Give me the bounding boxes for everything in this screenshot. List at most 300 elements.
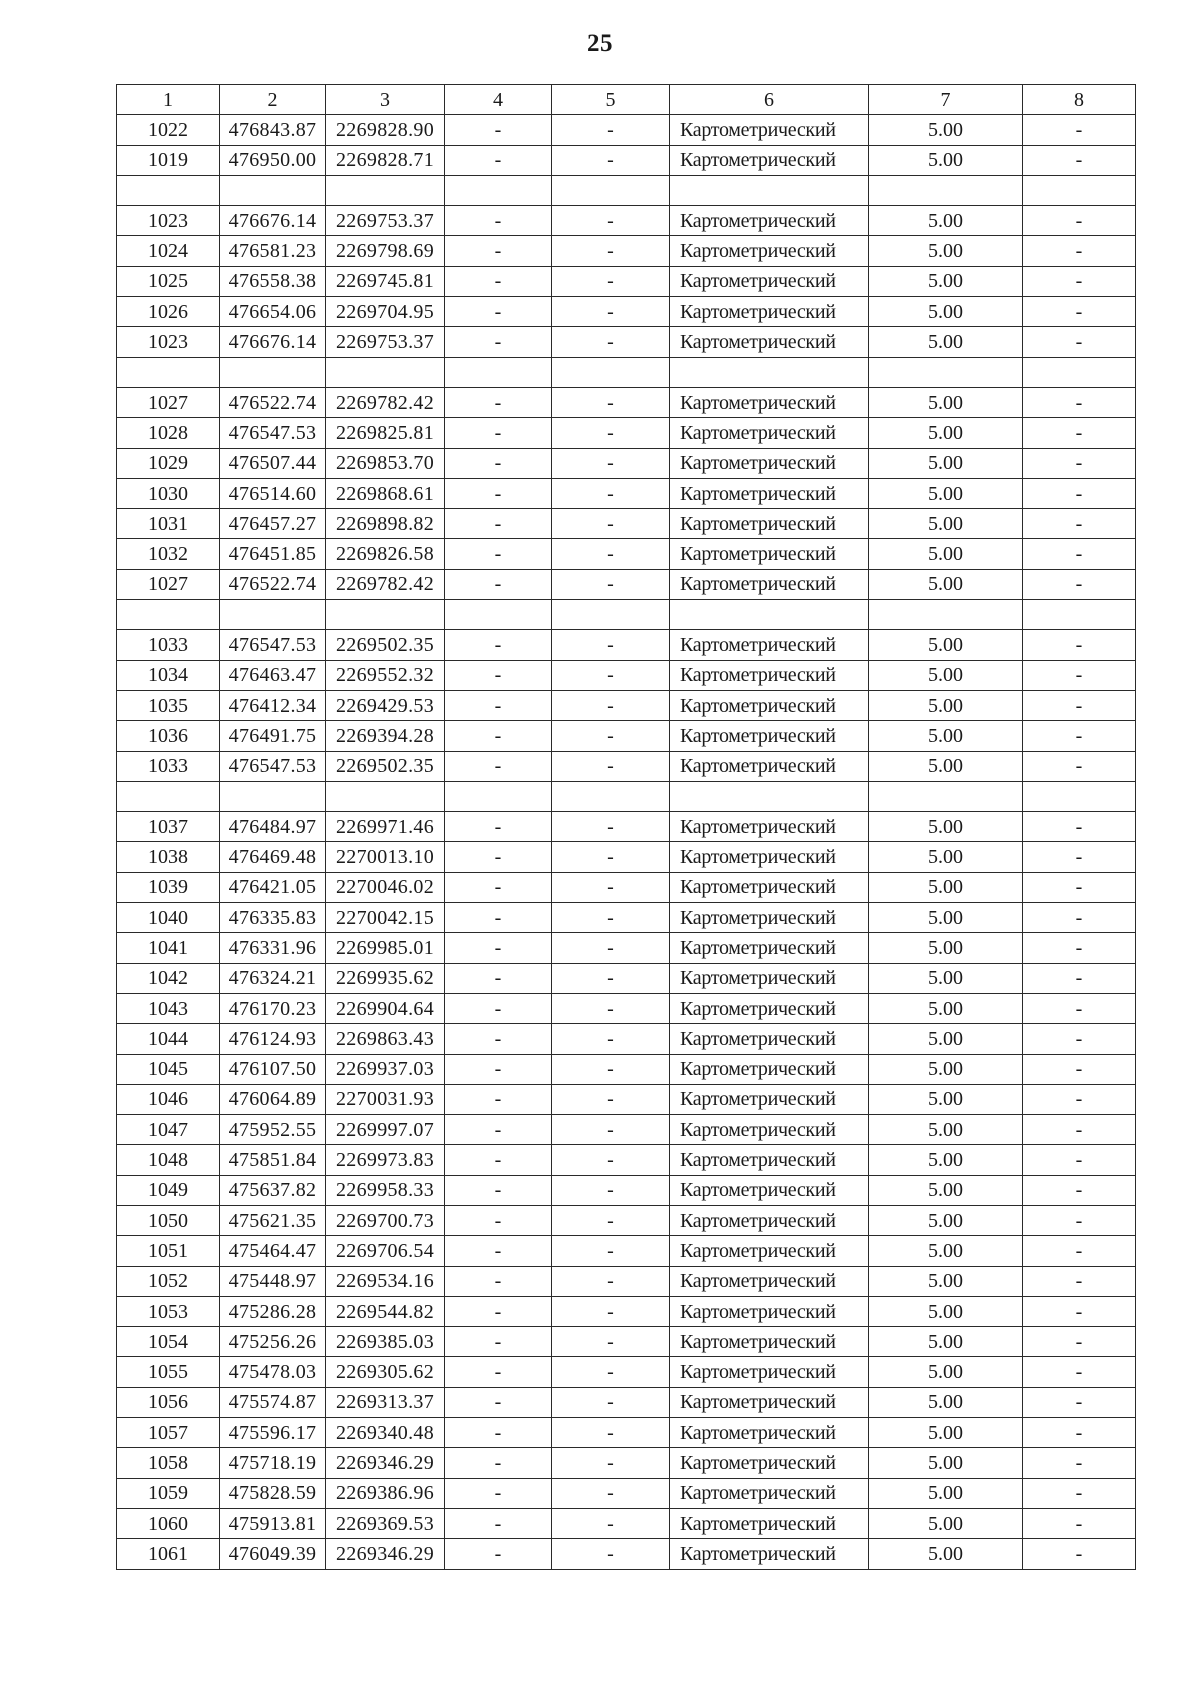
table-separator-row xyxy=(117,600,1136,630)
table-row xyxy=(117,1145,1136,1175)
cell-x-coordinate: 476547.53 xyxy=(220,751,326,781)
cell-x-coordinate: 475464.47 xyxy=(220,1236,326,1266)
cell-col-8: - xyxy=(1023,963,1136,993)
table-row xyxy=(117,630,1136,660)
cell-point-number: 1049 xyxy=(117,1175,220,1205)
cell-col-4: - xyxy=(445,993,552,1023)
table-row xyxy=(117,1387,1136,1417)
cell-col-8 xyxy=(1023,175,1136,205)
cell-col-8: - xyxy=(1023,660,1136,690)
cell-accuracy: 5.00 xyxy=(869,1357,1023,1387)
cell-col-8: - xyxy=(1023,751,1136,781)
cell-point-number: 1033 xyxy=(117,751,220,781)
cell-col-5 xyxy=(552,600,670,630)
cell-y-coordinate: 2269826.58 xyxy=(326,539,445,569)
cell-accuracy: 5.00 xyxy=(869,660,1023,690)
cell-accuracy xyxy=(869,175,1023,205)
cell-point-number: 1055 xyxy=(117,1357,220,1387)
cell-x-coordinate: 475851.84 xyxy=(220,1145,326,1175)
cell-col-5: - xyxy=(552,1266,670,1296)
cell-point-number: 1039 xyxy=(117,872,220,902)
cell-method: Картометрический xyxy=(670,1357,869,1387)
cell-col-4: - xyxy=(445,1145,552,1175)
cell-method: Картометрический xyxy=(670,1418,869,1448)
cell-col-8: - xyxy=(1023,812,1136,842)
cell-accuracy: 5.00 xyxy=(869,1418,1023,1448)
cell-method: Картометрический xyxy=(670,115,869,145)
cell-x-coordinate: 476124.93 xyxy=(220,1024,326,1054)
cell-accuracy: 5.00 xyxy=(869,1205,1023,1235)
cell-col-5: - xyxy=(552,721,670,751)
cell-col-4 xyxy=(445,600,552,630)
cell-col-8: - xyxy=(1023,297,1136,327)
cell-col-8: - xyxy=(1023,690,1136,720)
cell-x-coordinate: 476421.05 xyxy=(220,872,326,902)
cell-method: Картометрический xyxy=(670,206,869,236)
cell-accuracy: 5.00 xyxy=(869,1478,1023,1508)
cell-point-number: 1060 xyxy=(117,1508,220,1538)
cell-y-coordinate: 2269346.29 xyxy=(326,1539,445,1569)
cell-col-5: - xyxy=(552,963,670,993)
cell-y-coordinate: 2269429.53 xyxy=(326,690,445,720)
cell-col-8: - xyxy=(1023,933,1136,963)
cell-x-coordinate: 476049.39 xyxy=(220,1539,326,1569)
cell-y-coordinate: 2269313.37 xyxy=(326,1387,445,1417)
cell-accuracy: 5.00 xyxy=(869,569,1023,599)
cell-method: Картометрический xyxy=(670,1327,869,1357)
cell-x-coordinate: 476484.97 xyxy=(220,812,326,842)
cell-accuracy: 5.00 xyxy=(869,478,1023,508)
cell-method: Картометрический xyxy=(670,630,869,660)
cell-y-coordinate: 2269552.32 xyxy=(326,660,445,690)
cell-col-5: - xyxy=(552,115,670,145)
cell-col-4: - xyxy=(445,1418,552,1448)
cell-x-coordinate: 476558.38 xyxy=(220,266,326,296)
table-row xyxy=(117,903,1136,933)
cell-col-8: - xyxy=(1023,721,1136,751)
table-row xyxy=(117,872,1136,902)
cell-method: Картометрический xyxy=(670,418,869,448)
cell-col-8: - xyxy=(1023,145,1136,175)
cell-method: Картометрический xyxy=(670,509,869,539)
cell-point-number: 1030 xyxy=(117,478,220,508)
cell-col-8: - xyxy=(1023,1115,1136,1145)
cell-col-5: - xyxy=(552,1478,670,1508)
cell-col-4: - xyxy=(445,509,552,539)
cell-col-8: - xyxy=(1023,418,1136,448)
table-row xyxy=(117,1357,1136,1387)
cell-col-8: - xyxy=(1023,630,1136,660)
cell-point-number: 1019 xyxy=(117,145,220,175)
cell-col-5: - xyxy=(552,327,670,357)
cell-col-4: - xyxy=(445,236,552,266)
cell-method: Картометрический xyxy=(670,569,869,599)
cell-x-coordinate: 475718.19 xyxy=(220,1448,326,1478)
cell-x-coordinate: 476507.44 xyxy=(220,448,326,478)
cell-col-4: - xyxy=(445,933,552,963)
cell-method xyxy=(670,600,869,630)
cell-y-coordinate: 2269798.69 xyxy=(326,236,445,266)
cell-point-number: 1027 xyxy=(117,569,220,599)
cell-method: Картометрический xyxy=(670,842,869,872)
cell-method: Картометрический xyxy=(670,1145,869,1175)
cell-col-4: - xyxy=(445,660,552,690)
cell-y-coordinate: 2269369.53 xyxy=(326,1508,445,1538)
cell-y-coordinate: 2269971.46 xyxy=(326,812,445,842)
cell-method: Картометрический xyxy=(670,1024,869,1054)
cell-col-5: - xyxy=(552,660,670,690)
cell-method: Картометрический xyxy=(670,297,869,327)
cell-x-coordinate: 476331.96 xyxy=(220,933,326,963)
table-row xyxy=(117,1175,1136,1205)
table-row xyxy=(117,751,1136,781)
table-row xyxy=(117,1296,1136,1326)
cell-x-coordinate: 476654.06 xyxy=(220,297,326,327)
cell-col-8: - xyxy=(1023,1508,1136,1538)
cell-col-8: - xyxy=(1023,266,1136,296)
table-row xyxy=(117,478,1136,508)
cell-method: Картометрический xyxy=(670,266,869,296)
table-header xyxy=(117,85,1136,115)
cell-col-5: - xyxy=(552,1024,670,1054)
cell-y-coordinate: 2269394.28 xyxy=(326,721,445,751)
page-number: 25 xyxy=(587,30,613,57)
cell-point-number: 1048 xyxy=(117,1145,220,1175)
cell-x-coordinate: 476676.14 xyxy=(220,206,326,236)
cell-col-4: - xyxy=(445,569,552,599)
table-row xyxy=(117,933,1136,963)
table-row xyxy=(117,1024,1136,1054)
table-row xyxy=(117,569,1136,599)
cell-point-number: 1035 xyxy=(117,690,220,720)
cell-method: Картометрический xyxy=(670,478,869,508)
cell-x-coordinate: 476522.74 xyxy=(220,569,326,599)
cell-accuracy xyxy=(869,781,1023,811)
cell-col-5: - xyxy=(552,903,670,933)
table-row xyxy=(117,660,1136,690)
cell-col-5: - xyxy=(552,539,670,569)
cell-method: Картометрический xyxy=(670,903,869,933)
table-row xyxy=(117,993,1136,1023)
cell-col-4: - xyxy=(445,1236,552,1266)
cell-col-5: - xyxy=(552,812,670,842)
cell-method xyxy=(670,175,869,205)
cell-col-4: - xyxy=(445,1387,552,1417)
cell-point-number: 1057 xyxy=(117,1418,220,1448)
cell-y-coordinate: 2269544.82 xyxy=(326,1296,445,1326)
cell-point-number: 1029 xyxy=(117,448,220,478)
cell-col-5: - xyxy=(552,1357,670,1387)
cell-col-5: - xyxy=(552,1327,670,1357)
cell-x-coordinate: 475286.28 xyxy=(220,1296,326,1326)
cell-x-coordinate: 476581.23 xyxy=(220,236,326,266)
cell-col-4: - xyxy=(445,1024,552,1054)
cell-accuracy: 5.00 xyxy=(869,842,1023,872)
cell-y-coordinate: 2270042.15 xyxy=(326,903,445,933)
cell-x-coordinate: 476064.89 xyxy=(220,1084,326,1114)
cell-point-number: 1038 xyxy=(117,842,220,872)
cell-y-coordinate: 2269997.07 xyxy=(326,1115,445,1145)
cell-col-8: - xyxy=(1023,1357,1136,1387)
cell-col-5: - xyxy=(552,751,670,781)
cell-method: Картометрический xyxy=(670,1236,869,1266)
table-row xyxy=(117,539,1136,569)
cell-point-number: 1024 xyxy=(117,236,220,266)
cell-accuracy: 5.00 xyxy=(869,1084,1023,1114)
cell-y-coordinate: 2270013.10 xyxy=(326,842,445,872)
cell-col-8 xyxy=(1023,781,1136,811)
column-header-6: 6 xyxy=(670,85,869,115)
cell-col-5: - xyxy=(552,1539,670,1569)
cell-col-5 xyxy=(552,357,670,387)
cell-col-5: - xyxy=(552,236,670,266)
cell-accuracy: 5.00 xyxy=(869,1145,1023,1175)
cell-y-coordinate: 2269828.71 xyxy=(326,145,445,175)
cell-y-coordinate: 2269386.96 xyxy=(326,1478,445,1508)
cell-col-5: - xyxy=(552,266,670,296)
cell-method: Картометрический xyxy=(670,721,869,751)
cell-col-8: - xyxy=(1023,993,1136,1023)
cell-accuracy: 5.00 xyxy=(869,872,1023,902)
cell-col-5: - xyxy=(552,872,670,902)
cell-point-number xyxy=(117,357,220,387)
cell-accuracy: 5.00 xyxy=(869,1508,1023,1538)
cell-point-number: 1056 xyxy=(117,1387,220,1417)
cell-col-5: - xyxy=(552,448,670,478)
cell-method: Картометрический xyxy=(670,812,869,842)
cell-point-number: 1043 xyxy=(117,993,220,1023)
cell-y-coordinate: 2269825.81 xyxy=(326,418,445,448)
table-row xyxy=(117,448,1136,478)
cell-col-8: - xyxy=(1023,1084,1136,1114)
cell-y-coordinate: 2269753.37 xyxy=(326,327,445,357)
cell-x-coordinate: 475256.26 xyxy=(220,1327,326,1357)
cell-x-coordinate: 476335.83 xyxy=(220,903,326,933)
cell-col-5: - xyxy=(552,690,670,720)
cell-accuracy: 5.00 xyxy=(869,206,1023,236)
cell-x-coordinate: 476469.48 xyxy=(220,842,326,872)
cell-method: Картометрический xyxy=(670,387,869,417)
cell-point-number xyxy=(117,781,220,811)
table-row xyxy=(117,1539,1136,1569)
cell-accuracy: 5.00 xyxy=(869,327,1023,357)
cell-y-coordinate: 2270031.93 xyxy=(326,1084,445,1114)
cell-method: Картометрический xyxy=(670,145,869,175)
cell-x-coordinate: 476170.23 xyxy=(220,993,326,1023)
cell-col-4: - xyxy=(445,812,552,842)
cell-y-coordinate: 2269863.43 xyxy=(326,1024,445,1054)
cell-col-5: - xyxy=(552,418,670,448)
cell-col-5: - xyxy=(552,1054,670,1084)
cell-col-8: - xyxy=(1023,327,1136,357)
cell-point-number: 1027 xyxy=(117,387,220,417)
cell-col-4: - xyxy=(445,1478,552,1508)
cell-y-coordinate: 2269706.54 xyxy=(326,1236,445,1266)
table-row xyxy=(117,963,1136,993)
cell-accuracy: 5.00 xyxy=(869,1296,1023,1326)
cell-method: Картометрический xyxy=(670,660,869,690)
cell-col-8: - xyxy=(1023,1448,1136,1478)
cell-method: Картометрический xyxy=(670,1539,869,1569)
cell-col-8: - xyxy=(1023,1327,1136,1357)
cell-y-coordinate: 2269385.03 xyxy=(326,1327,445,1357)
cell-point-number: 1041 xyxy=(117,933,220,963)
table-row xyxy=(117,690,1136,720)
table-row xyxy=(117,327,1136,357)
cell-point-number: 1052 xyxy=(117,1266,220,1296)
cell-point-number: 1045 xyxy=(117,1054,220,1084)
cell-col-8: - xyxy=(1023,1418,1136,1448)
cell-col-5: - xyxy=(552,1115,670,1145)
cell-accuracy: 5.00 xyxy=(869,145,1023,175)
cell-col-4 xyxy=(445,781,552,811)
cell-col-5: - xyxy=(552,842,670,872)
cell-method: Картометрический xyxy=(670,690,869,720)
cell-col-8: - xyxy=(1023,1205,1136,1235)
cell-accuracy: 5.00 xyxy=(869,630,1023,660)
cell-y-coordinate xyxy=(326,357,445,387)
cell-accuracy: 5.00 xyxy=(869,509,1023,539)
cell-accuracy: 5.00 xyxy=(869,448,1023,478)
cell-col-4: - xyxy=(445,1448,552,1478)
cell-y-coordinate: 2269340.48 xyxy=(326,1418,445,1448)
cell-y-coordinate: 2269985.01 xyxy=(326,933,445,963)
cell-col-8: - xyxy=(1023,1175,1136,1205)
cell-accuracy: 5.00 xyxy=(869,539,1023,569)
cell-col-4: - xyxy=(445,872,552,902)
table-row xyxy=(117,721,1136,751)
cell-col-4: - xyxy=(445,1296,552,1326)
cell-point-number: 1042 xyxy=(117,963,220,993)
cell-point-number: 1023 xyxy=(117,206,220,236)
table-row xyxy=(117,266,1136,296)
cell-col-4: - xyxy=(445,1175,552,1205)
cell-point-number: 1051 xyxy=(117,1236,220,1266)
cell-col-8: - xyxy=(1023,236,1136,266)
cell-col-5 xyxy=(552,175,670,205)
cell-method: Картометрический xyxy=(670,1266,869,1296)
cell-point-number: 1053 xyxy=(117,1296,220,1326)
table-row xyxy=(117,1115,1136,1145)
cell-col-5: - xyxy=(552,1205,670,1235)
cell-y-coordinate: 2269700.73 xyxy=(326,1205,445,1235)
cell-accuracy: 5.00 xyxy=(869,387,1023,417)
cell-col-8: - xyxy=(1023,478,1136,508)
table-row xyxy=(117,1327,1136,1357)
cell-accuracy: 5.00 xyxy=(869,993,1023,1023)
table-row xyxy=(117,1054,1136,1084)
cell-method: Картометрический xyxy=(670,1175,869,1205)
table-row xyxy=(117,1448,1136,1478)
cell-point-number: 1059 xyxy=(117,1478,220,1508)
cell-y-coordinate: 2269973.83 xyxy=(326,1145,445,1175)
cell-x-coordinate: 475478.03 xyxy=(220,1357,326,1387)
cell-x-coordinate: 476676.14 xyxy=(220,327,326,357)
cell-accuracy: 5.00 xyxy=(869,297,1023,327)
cell-col-8 xyxy=(1023,600,1136,630)
cell-col-8: - xyxy=(1023,569,1136,599)
cell-x-coordinate: 476522.74 xyxy=(220,387,326,417)
cell-accuracy: 5.00 xyxy=(869,721,1023,751)
cell-col-8 xyxy=(1023,357,1136,387)
cell-col-5: - xyxy=(552,1296,670,1326)
table-row xyxy=(117,418,1136,448)
column-header-4: 4 xyxy=(445,85,552,115)
cell-method: Картометрический xyxy=(670,1448,869,1478)
table-separator-row xyxy=(117,357,1136,387)
cell-method: Картометрический xyxy=(670,933,869,963)
cell-method: Картометрический xyxy=(670,539,869,569)
table-row xyxy=(117,509,1136,539)
cell-x-coordinate: 476950.00 xyxy=(220,145,326,175)
cell-x-coordinate: 475637.82 xyxy=(220,1175,326,1205)
cell-y-coordinate: 2269305.62 xyxy=(326,1357,445,1387)
cell-accuracy xyxy=(869,357,1023,387)
table-row xyxy=(117,812,1136,842)
cell-col-5: - xyxy=(552,297,670,327)
cell-y-coordinate: 2269828.90 xyxy=(326,115,445,145)
table-row xyxy=(117,1236,1136,1266)
cell-y-coordinate: 2269346.29 xyxy=(326,1448,445,1478)
cell-col-8: - xyxy=(1023,448,1136,478)
table-row xyxy=(117,236,1136,266)
cell-col-8: - xyxy=(1023,539,1136,569)
cell-accuracy: 5.00 xyxy=(869,933,1023,963)
table-row xyxy=(117,1084,1136,1114)
cell-x-coordinate: 476412.34 xyxy=(220,690,326,720)
cell-x-coordinate xyxy=(220,600,326,630)
cell-x-coordinate: 475828.59 xyxy=(220,1478,326,1508)
cell-x-coordinate: 476514.60 xyxy=(220,478,326,508)
table-body xyxy=(117,115,1136,1569)
table-row xyxy=(117,115,1136,145)
cell-method: Картометрический xyxy=(670,993,869,1023)
table-row xyxy=(117,387,1136,417)
cell-col-5: - xyxy=(552,145,670,175)
cell-accuracy: 5.00 xyxy=(869,963,1023,993)
cell-accuracy: 5.00 xyxy=(869,903,1023,933)
cell-x-coordinate: 476547.53 xyxy=(220,630,326,660)
cell-col-5 xyxy=(552,781,670,811)
cell-col-8: - xyxy=(1023,1387,1136,1417)
cell-point-number: 1036 xyxy=(117,721,220,751)
cell-point-number xyxy=(117,600,220,630)
cell-y-coordinate xyxy=(326,600,445,630)
table-separator-row xyxy=(117,175,1136,205)
cell-accuracy: 5.00 xyxy=(869,1387,1023,1417)
cell-point-number: 1023 xyxy=(117,327,220,357)
cell-method xyxy=(670,357,869,387)
cell-point-number: 1032 xyxy=(117,539,220,569)
cell-col-5: - xyxy=(552,569,670,599)
table-row xyxy=(117,1266,1136,1296)
cell-y-coordinate: 2269853.70 xyxy=(326,448,445,478)
cell-y-coordinate: 2269534.16 xyxy=(326,1266,445,1296)
column-header-7: 7 xyxy=(869,85,1023,115)
cell-col-4 xyxy=(445,357,552,387)
table-row xyxy=(117,145,1136,175)
cell-col-5: - xyxy=(552,478,670,508)
cell-x-coordinate: 476843.87 xyxy=(220,115,326,145)
cell-x-coordinate: 475952.55 xyxy=(220,1115,326,1145)
cell-point-number: 1047 xyxy=(117,1115,220,1145)
cell-x-coordinate: 476451.85 xyxy=(220,539,326,569)
cell-col-8: - xyxy=(1023,206,1136,236)
cell-x-coordinate: 475448.97 xyxy=(220,1266,326,1296)
cell-accuracy: 5.00 xyxy=(869,236,1023,266)
cell-point-number: 1028 xyxy=(117,418,220,448)
cell-point-number: 1050 xyxy=(117,1205,220,1235)
